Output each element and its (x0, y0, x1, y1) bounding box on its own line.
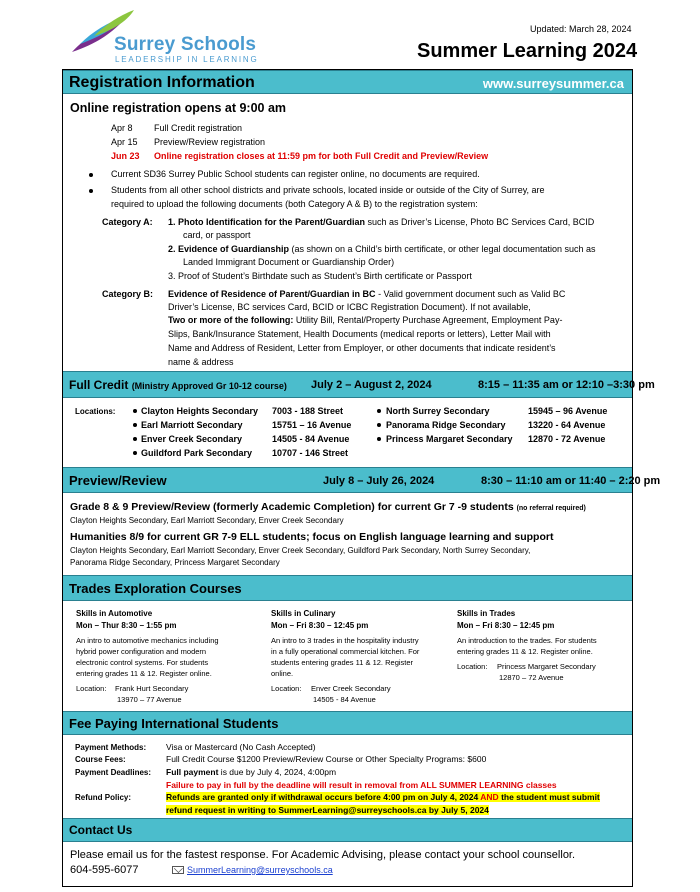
trade-desc: students entering grades 11 & 12. Register (271, 658, 414, 667)
school-address: 7003 - 188 Street (272, 406, 344, 416)
registration-heading: Registration Information (69, 74, 255, 91)
school-name: Enver Creek Secondary (141, 434, 243, 444)
date-label: Apr 8 (111, 123, 133, 133)
bullet-icon (377, 423, 381, 427)
trade-location: Princess Margaret Secondary (497, 662, 596, 671)
bullet-icon (377, 437, 381, 441)
humanities-schools: Clayton Heights Secondary, Earl Marriott Secondary, Enver Creek Secondary, Guildford Park Secondary, North Surrey Secondary, (70, 546, 531, 555)
date-label: Apr 15 (111, 137, 138, 147)
school-address: 10707 - 146 Street (272, 448, 349, 458)
fee-value (166, 767, 336, 777)
trade-desc: An intro to automotive mechanics including (76, 636, 219, 645)
contact-heading: Contact Us (69, 823, 133, 837)
trade-desc: An intro to 3 trades in the hospitality industry (271, 636, 419, 645)
title-note: (no referral required) (516, 505, 586, 512)
trade-location-label: Location: (76, 684, 107, 693)
fee-value: Visa or Mastercard (No Cash Accepted) (166, 742, 316, 752)
school-address: 15751 – 16 Avenue (272, 420, 352, 430)
preview-section-bar (63, 467, 661, 493)
trades-section-bar (63, 575, 632, 601)
humanities-schools: Panorama Ridge Secondary, Princess Margaret Secondary (70, 558, 280, 567)
fee-label: Course Fees: (75, 755, 126, 764)
title-text: Grade 8 & 9 Preview/Review (formerly Academic Completion) for current Gr 7 -9 students (70, 501, 514, 513)
category-b-line: name & address (168, 357, 234, 367)
bullet-icon (133, 409, 137, 413)
category-a-item (168, 217, 594, 227)
category-a-item: 3. Proof of Student’s Birthdate such as Student’s Birth certificate or Passport (168, 271, 472, 281)
school-address: 12870 - 72 Avenue (528, 434, 606, 444)
refund-policy: refund request in writing to SummerLearning@surreyschools.ca by July 5, 2024 (166, 805, 489, 815)
trade-location: 12870 – 72 Avenue (499, 673, 564, 682)
full-credit-section-bar (63, 371, 655, 398)
school-address: 13220 - 64 Avenue (528, 420, 606, 430)
item-rest: - Valid government document such as Valid BC (375, 289, 566, 299)
trade-title: Skills in Trades (457, 609, 516, 618)
school-name: Clayton Heights Secondary (141, 406, 259, 416)
deadline-warning: Failure to pay in full by the deadline will result in removal from ALL SUMMER LEARNING classes (166, 780, 557, 790)
trade-desc: An introduction to the trades. For students (457, 636, 597, 645)
bullet-text: Current SD36 Surrey Public School students can register online, no documents are required. (111, 169, 480, 179)
trade-location-label: Location: (457, 662, 488, 671)
refund-text: the student must submit (498, 792, 600, 802)
category-b-line (168, 289, 565, 299)
contact-section-bar (63, 818, 632, 842)
trade-title: Skills in Culinary (271, 609, 336, 618)
registration-section-bar (63, 70, 632, 94)
refund-text: Refunds are granted only if withdrawal occurs before 4:00 pm on July 4, 2024 (166, 792, 481, 802)
date-text: Preview/Review registration (154, 137, 266, 147)
fee-value: Full Credit Course $1200 Preview/Review Course or Other Specialty Programs: $600 (166, 754, 487, 764)
trade-desc: in a fully operational commercial kitchen. For (271, 647, 420, 656)
school-name: Princess Margaret Secondary (386, 434, 513, 444)
contact-phone: 604-595-6077 (70, 864, 139, 876)
trade-location: 13970 – 77 Avenue (117, 695, 182, 704)
item-rest: Utility Bill, Rental/Property Purchase Agreement, Employment Pay- (293, 315, 563, 325)
school-name: Earl Marriott Secondary (141, 420, 243, 430)
value-bold: Full payment (166, 767, 219, 777)
school-address: 15945 – 96 Avenue (528, 406, 608, 416)
item-rest: (as shown on a Child’s birth certificate, or other legal documentation such as (289, 244, 596, 254)
trade-time: Mon – Fri 8:30 – 12:45 pm (271, 621, 369, 630)
trade-location: Enver Creek Secondary (311, 684, 391, 693)
item-bold: 1. Photo Identification for the Parent/Guardian (168, 217, 366, 227)
mail-icon (172, 866, 184, 874)
bullet-icon (133, 423, 137, 427)
category-a-item (168, 244, 596, 254)
website-link[interactable]: www.surreysummer.ca (482, 76, 624, 91)
page-title: Summer Learning 2024 (417, 40, 638, 62)
fees-heading: Fee Paying International Students (69, 716, 279, 731)
school-address: 14505 - 84 Avenue (272, 434, 350, 444)
category-b-line: Driver’s License, BC services Card, BCID or ICBC Registration Document). If not available, (168, 302, 531, 312)
fee-label: Refund Policy: (75, 793, 132, 802)
school-name: Panorama Ridge Secondary (386, 420, 506, 430)
item-bold: Evidence of Residence of Parent/Guardian in BC (168, 289, 376, 299)
heading-sub: (Ministry Approved Gr 10-12 course) (131, 381, 287, 391)
fee-label: Payment Methods: (75, 743, 147, 752)
fee-label: Payment Deadlines: (75, 768, 152, 777)
fees-section-bar (63, 711, 632, 735)
bullet-icon (377, 409, 381, 413)
trade-location: Frank Hurt Secondary (115, 684, 189, 693)
category-a-label: Category A: (102, 217, 153, 227)
date-text: Full Credit registration (154, 123, 243, 133)
preview-heading: Preview/Review (69, 473, 167, 488)
trade-location-label: Location: (271, 684, 302, 693)
item-bold: Two or more of the following: (168, 315, 294, 325)
registration-opens: Online registration opens at 9:00 am (70, 101, 287, 115)
school-name: Guildford Park Secondary (141, 448, 253, 458)
full-credit-heading (69, 378, 287, 392)
bullet-icon (89, 189, 93, 193)
trade-desc: hybrid power configuration and modern (76, 647, 207, 656)
bullet-text: Students from all other school districts and private schools, located inside or outside of the City of Surrey, are (111, 185, 545, 195)
trade-desc: entering grades 11 & 12. Register online. (76, 669, 212, 678)
refund-and: AND (480, 792, 499, 802)
trade-location: 14505 - 84 Avenue (313, 695, 376, 704)
trade-time: Mon – Thur 8:30 – 1:55 pm (76, 621, 177, 630)
category-a-item-cont: card, or passport (183, 230, 251, 240)
g89-schools: Clayton Heights Secondary, Earl Marriott Secondary, Enver Creek Secondary (70, 516, 344, 525)
category-b-line: Name and Address of Resident, Letter from Employer, or other documents that indicate resident’s (168, 343, 556, 353)
trade-desc: entering grades 11 & 12. Register online. (457, 647, 593, 656)
full-credit-dates: July 2 – August 2, 2024 (311, 379, 432, 391)
bullet-icon (89, 173, 93, 177)
category-b-line: Slips, Bank/Insurance Statement, Health Documents (medical reports or letters), Letter Mail with (168, 329, 551, 339)
g89-title (70, 501, 586, 513)
full-credit-times: 8:15 – 11:35 am or 12:10 –3:30 pm (478, 379, 655, 391)
humanities-title: Humanities 8/9 for current GR 7-9 ELL students; focus on English language learning and support (70, 531, 554, 543)
contact-message: Please email us for the fastest response. For Academic Advising, please contact your school counsellor. (70, 849, 576, 861)
date-label: Jun 23 (111, 151, 140, 161)
preview-dates: July 8 – July 26, 2024 (323, 475, 435, 487)
trades-heading: Trades Exploration Courses (69, 581, 242, 596)
value-rest: is due by July 4, 2024, 4:00pm (218, 767, 337, 777)
locations-label: Locations: (75, 407, 116, 416)
trade-desc: electronic control systems. For students (76, 658, 209, 667)
contact-email-link[interactable]: SummerLearning@surreyschools.ca (187, 865, 333, 875)
date-text: Online registration closes at 11:59 pm for both Full Credit and Preview/Review (154, 151, 489, 161)
preview-times: 8:30 – 11:10 am or 11:40 – 2:20 pm (481, 475, 661, 487)
org-name: Surrey Schools (114, 34, 257, 55)
bullet-icon (133, 451, 137, 455)
trade-title: Skills in Automotive (76, 609, 153, 618)
heading-text: Full Credit (69, 378, 129, 392)
trade-desc: online. (271, 669, 294, 678)
category-b-line (168, 315, 562, 325)
category-a-item-cont: Landed Immigrant Document or Guardianship Order) (183, 257, 395, 267)
refund-policy (166, 792, 600, 802)
category-b-label: Category B: (102, 289, 154, 299)
item-bold: 2. Evidence of Guardianship (168, 244, 290, 254)
org-tagline: LEADERSHIP IN LEARNING (115, 55, 259, 64)
bullet-icon (133, 437, 137, 441)
school-name: North Surrey Secondary (386, 406, 490, 416)
item-rest: such as Driver’s License, Photo BC Services Card, BCID (365, 217, 595, 227)
updated-date: Updated: March 28, 2024 (530, 24, 632, 34)
trade-time: Mon – Fri 8:30 – 12:45 pm (457, 621, 555, 630)
bullet-text: required to upload the following documents (both Category A & B) to the registration system: (111, 199, 478, 209)
